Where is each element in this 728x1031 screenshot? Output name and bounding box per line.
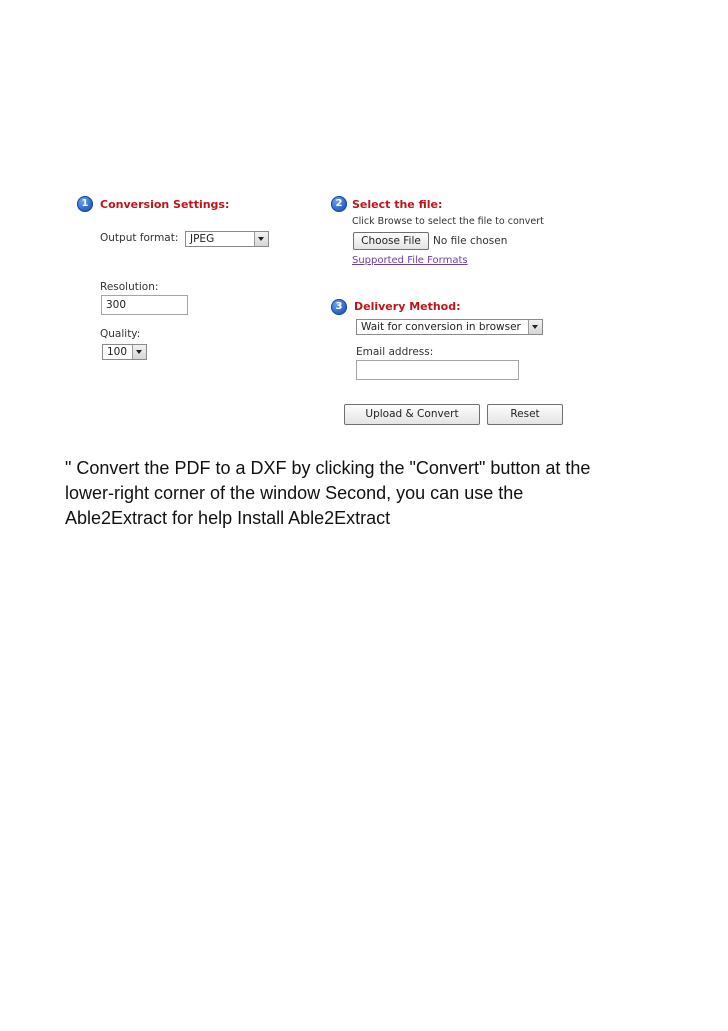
choose-file-button[interactable]: Choose File	[353, 232, 429, 250]
no-file-chosen-text: No file chosen	[433, 235, 508, 247]
article-line-1: " Convert the PDF to a DXF by clicking the "Convert" button at the	[65, 458, 591, 478]
upload-convert-button[interactable]: Upload & Convert	[344, 404, 480, 425]
output-format-value: JPEG	[190, 233, 215, 245]
step-1-badge: 1	[77, 196, 93, 212]
article-line-2: lower-right corner of the window Second, you can use the	[65, 483, 524, 503]
resolution-input[interactable]: 300	[101, 295, 188, 315]
supported-file-formats-link[interactable]: Supported File Formats	[352, 255, 468, 266]
output-format-select[interactable]	[185, 231, 269, 247]
delivery-method-value: Wait for conversion in browser	[361, 321, 521, 333]
step-3-badge: 3	[331, 299, 347, 315]
select-file-title: Select the file:	[352, 198, 443, 211]
email-address-input[interactable]	[356, 360, 519, 380]
step-2-badge: 2	[331, 196, 347, 212]
quality-select[interactable]	[102, 344, 147, 360]
quality-value: 100	[107, 346, 128, 358]
browse-hint: Click Browse to select the file to convert	[352, 216, 544, 227]
email-address-label: Email address:	[356, 346, 434, 358]
article-line-3: Able2Extract for help Install Able2Extract	[65, 508, 391, 528]
chevron-down-icon[interactable]	[132, 345, 146, 359]
output-format-label: Output format:	[100, 232, 179, 244]
delivery-method-select[interactable]	[356, 319, 543, 335]
reset-button[interactable]: Reset	[487, 404, 563, 425]
delivery-method-title: Delivery Method:	[354, 300, 461, 313]
chevron-down-icon[interactable]	[528, 320, 542, 334]
resolution-label: Resolution:	[100, 281, 159, 293]
conversion-settings-title: Conversion Settings:	[100, 198, 230, 211]
quality-label: Quality:	[100, 328, 141, 340]
chevron-down-icon[interactable]	[254, 232, 268, 246]
